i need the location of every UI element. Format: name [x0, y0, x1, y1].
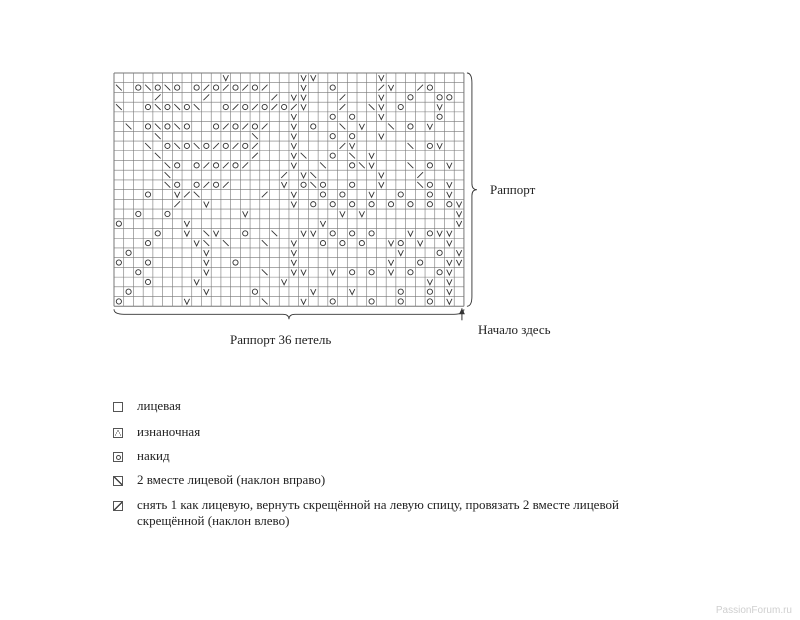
purl-symbol: [291, 134, 296, 140]
purl-symbol: [311, 75, 316, 81]
rapport-label-right: Раппорт: [490, 182, 536, 197]
ssk-symbol: [417, 182, 423, 188]
purl-symbol: [291, 260, 296, 266]
k2tog-symbol: [340, 104, 346, 110]
legend-k2tog: [113, 472, 325, 488]
purl-symbol: [437, 104, 442, 110]
purl-symbol: [301, 104, 306, 110]
purl-symbol: [281, 182, 286, 188]
yarn-over-symbol: [330, 202, 335, 207]
rapport-brace-bottom: [114, 309, 464, 319]
legend-ssk: [113, 497, 619, 529]
yarn-over-symbol: [155, 85, 160, 90]
purl-symbol: [291, 270, 296, 276]
ssk-symbol: [310, 182, 316, 188]
yarn-over-symbol: [398, 289, 403, 294]
purl-symbol: [281, 279, 286, 285]
purl-symbol: [213, 231, 218, 237]
legend-ssk-text-line2: скрещённой (наклон влево): [137, 513, 290, 528]
purl-symbol: [184, 299, 189, 305]
ssk-symbol: [369, 104, 375, 110]
yarn-over-symbol: [233, 85, 238, 90]
purl-symbol: [194, 279, 199, 285]
ssk-symbol: [194, 192, 200, 198]
ssk-symbol: [262, 240, 268, 246]
yarn-over-symbol: [213, 163, 218, 168]
purl-symbol: [398, 250, 403, 256]
yarn-over-symbol: [350, 270, 355, 275]
yarn-over-symbol: [252, 85, 257, 90]
ssk-symbol: [165, 182, 171, 188]
purl-symbol: [291, 163, 296, 169]
yarn-over-symbol: [408, 270, 413, 275]
k2tog-symbol: [262, 85, 268, 91]
yarn-over-symbol: [427, 143, 432, 148]
purl-symbol: [184, 221, 189, 227]
yarn-over-symbol: [194, 182, 199, 187]
chart-grid: [114, 73, 464, 306]
yarn-over-symbol: [145, 192, 150, 197]
yarn-over-symbol: [145, 241, 150, 246]
purl-symbol: [379, 104, 384, 110]
yarn-over-symbol: [165, 211, 170, 216]
yarn-over-symbol: [126, 289, 131, 294]
yarn-over-symbol: [330, 85, 335, 90]
purl-symbol: [456, 250, 461, 256]
purl-symbol: [447, 270, 452, 276]
ssk-symbol: [223, 240, 229, 246]
purl-symbol: [204, 250, 209, 256]
purl-symbol: [388, 270, 393, 276]
purl-symbol: [379, 134, 384, 140]
yarn-over-symbol: [350, 114, 355, 119]
yarn-over-symbol: [447, 202, 452, 207]
yarn-over-symbol: [213, 85, 218, 90]
k2tog-symbol: [242, 162, 248, 168]
yarn-over-symbol: [243, 104, 248, 109]
rapport-brace-right: [467, 73, 477, 306]
purl-symbol: [437, 143, 442, 149]
yarn-over-symbol: [427, 299, 432, 304]
purl-symbol: [447, 299, 452, 305]
yarn-over-symbol: [223, 143, 228, 148]
ssk-symbol-icon: [113, 501, 123, 511]
ssk-symbol: [340, 124, 346, 130]
ssk-symbol: [194, 143, 200, 149]
purl-symbol: [456, 260, 461, 266]
k2tog-symbol: [155, 94, 161, 100]
ssk-symbol: [165, 172, 171, 178]
purl-symbol: [301, 95, 306, 101]
yarn-over-symbol: [330, 153, 335, 158]
yarn-over-symbol: [320, 192, 325, 197]
purl-symbol: [379, 95, 384, 101]
purl-symbol: [447, 289, 452, 295]
yarn-over-symbol: [437, 114, 442, 119]
yarn-over-symbol: [369, 231, 374, 236]
k2tog-symbol: [203, 162, 209, 168]
yarn-over-symbol: [243, 143, 248, 148]
k2tog-symbol: [272, 94, 278, 100]
yarn-over-symbol: [350, 163, 355, 168]
yarn-over-symbol: [116, 221, 121, 226]
purl-symbol: [223, 75, 228, 81]
purl-symbol: [291, 114, 296, 120]
purl-symbol: [301, 231, 306, 237]
yarn-over-symbol: [194, 163, 199, 168]
ssk-symbol: [155, 153, 161, 159]
rapport-braces: [114, 73, 477, 320]
yarn-over-symbol: [427, 163, 432, 168]
purl-symbol: [291, 250, 296, 256]
yarn-over-symbol: [427, 289, 432, 294]
yarn-over-symbol: [408, 124, 413, 129]
ssk-symbol: [145, 85, 151, 91]
yarn-over-symbol: [418, 260, 423, 265]
purl-symbol: [291, 153, 296, 159]
ssk-symbol: [174, 124, 180, 130]
purl-symbol: [427, 279, 432, 285]
yarn-over-symbol: [350, 134, 355, 139]
yarn-over-symbol: [252, 289, 257, 294]
yarn-over-symbol: [427, 231, 432, 236]
purl-symbol: [456, 221, 461, 227]
purl-symbol: [388, 240, 393, 246]
k2tog-symbol: [223, 162, 229, 168]
yarn-over-symbol: [213, 124, 218, 129]
yarn-over-symbol: [165, 143, 170, 148]
purl-symbol: [204, 202, 209, 208]
ssk-symbol: [116, 85, 122, 91]
yarn-over-symbol: [427, 202, 432, 207]
purl-symbol: [427, 124, 432, 130]
purl-symbol: [301, 299, 306, 305]
yarn-over-symbol: [437, 250, 442, 255]
k2tog-symbol: [223, 182, 229, 188]
purl-symbol: [320, 221, 325, 227]
legend-yarn-over-text: накид: [137, 448, 170, 463]
purl-symbol: [291, 192, 296, 198]
legend-k2tog-text: 2 вместе лицевой (наклон вправо): [137, 472, 326, 487]
ssk-symbol: [272, 231, 278, 237]
yarn-over-symbol: [184, 143, 189, 148]
ssk-symbol: [349, 153, 355, 159]
yarn-over-symbol-icon: [113, 452, 123, 462]
purl-symbol: [349, 289, 354, 295]
purl-symbol: [369, 163, 374, 169]
yarn-over-symbol: [145, 104, 150, 109]
yarn-over-symbol: [330, 134, 335, 139]
ssk-symbol: [320, 162, 326, 168]
yarn-over-symbol: [398, 104, 403, 109]
k2tog-symbol: [203, 182, 209, 188]
yarn-over-symbol: [136, 85, 141, 90]
purl-symbol: [369, 153, 374, 159]
ssk-symbol: [155, 104, 161, 110]
ssk-symbol: [359, 162, 365, 168]
yarn-over-symbol: [398, 241, 403, 246]
yarn-over-symbol: [145, 279, 150, 284]
purl-symbol: [437, 231, 442, 237]
yarn-over-symbol: [369, 202, 374, 207]
legend-knit-text: лицевая: [137, 398, 181, 413]
knit-symbol-icon: [113, 402, 123, 412]
purl-symbol: [301, 75, 306, 81]
ssk-symbol: [165, 85, 171, 91]
yarn-over-symbol: [126, 250, 131, 255]
yarn-over-symbol: [408, 202, 413, 207]
yarn-over-symbol: [340, 241, 345, 246]
k2tog-symbol: [223, 124, 229, 130]
purl-symbol: [301, 85, 306, 91]
purl-symbol: [388, 260, 393, 266]
purl-symbol: [447, 279, 452, 285]
yarn-over-symbol: [369, 270, 374, 275]
k2tog-symbol: [174, 201, 180, 207]
legend-purl-text: изнаночная: [137, 424, 201, 439]
purl-symbol: [291, 202, 296, 208]
k2tog-symbol: [417, 85, 423, 91]
purl-symbol: [291, 95, 296, 101]
ssk-symbol: [165, 162, 171, 168]
purl-symbol: [408, 231, 413, 237]
k2tog-symbol-icon: [113, 476, 123, 486]
yarn-over-symbol: [184, 104, 189, 109]
k2tog-symbol: [252, 104, 258, 110]
purl-symbol: [359, 211, 364, 217]
purl-symbol: [456, 202, 461, 208]
k2tog-symbol: [340, 143, 346, 149]
purl-symbol-icon: [113, 428, 123, 438]
k2tog-symbol: [291, 104, 297, 110]
yarn-over-symbol: [145, 124, 150, 129]
yarn-over-symbol: [311, 202, 316, 207]
yarn-over-symbol: [301, 182, 306, 187]
purl-symbol: [204, 289, 209, 295]
yarn-over-symbol: [320, 182, 325, 187]
purl-symbol: [447, 182, 452, 188]
yarn-over-symbol: [359, 241, 364, 246]
yarn-over-symbol: [330, 231, 335, 236]
k2tog-symbol: [340, 94, 346, 100]
yarn-over-symbol: [398, 299, 403, 304]
ssk-symbol: [145, 143, 151, 149]
start-here-label: Начало здесь: [478, 322, 551, 337]
k2tog-symbol: [233, 104, 239, 110]
ssk-symbol: [408, 143, 414, 149]
purl-symbol: [175, 192, 180, 198]
yarn-over-symbol: [398, 192, 403, 197]
ssk-symbol: [262, 269, 268, 275]
purl-symbol: [359, 124, 364, 130]
purl-symbol: [456, 211, 461, 217]
yarn-over-symbol: [175, 163, 180, 168]
ssk-symbol: [203, 240, 209, 246]
k2tog-symbol: [272, 104, 278, 110]
purl-symbol: [311, 231, 316, 237]
yarn-over-symbol: [223, 104, 228, 109]
k2tog-symbol: [233, 143, 239, 149]
watermark: PassionForum.ru: [715, 605, 792, 616]
purl-symbol: [291, 143, 296, 149]
ssk-symbol: [388, 124, 394, 130]
yarn-over-symbol: [165, 104, 170, 109]
purl-symbol: [291, 240, 296, 246]
ssk-symbol: [408, 162, 414, 168]
yarn-over-symbol: [165, 124, 170, 129]
legend-ssk-text: [137, 497, 619, 529]
k2tog-symbol: [242, 85, 248, 91]
yarn-over-symbol: [252, 124, 257, 129]
purl-symbol: [311, 289, 316, 295]
yarn-over-symbol: [447, 95, 452, 100]
yarn-over-symbol: [408, 95, 413, 100]
yarn-over-symbol: [427, 85, 432, 90]
ssk-symbol: [203, 231, 209, 237]
yarn-over-symbol: [369, 299, 374, 304]
yarn-over-symbol: [437, 270, 442, 275]
rapport-label-bottom: Раппорт 36 петель: [230, 332, 332, 347]
purl-symbol: [291, 124, 296, 130]
yarn-over-symbol: [233, 124, 238, 129]
purl-symbol: [204, 260, 209, 266]
k2tog-symbol: [252, 143, 258, 149]
legend-purl: [113, 424, 200, 440]
yarn-over-symbol: [136, 270, 141, 275]
yarn-over-symbol: [437, 95, 442, 100]
purl-symbol: [379, 182, 384, 188]
k2tog-symbol: [203, 94, 209, 100]
yarn-over-symbol: [233, 163, 238, 168]
purl-symbol: [184, 231, 189, 237]
k2tog-symbol: [242, 124, 248, 130]
yarn-over-symbol: [320, 241, 325, 246]
yarn-over-symbol: [427, 182, 432, 187]
purl-symbol: [447, 260, 452, 266]
yarn-over-symbol: [145, 260, 150, 265]
purl-symbol: [447, 231, 452, 237]
yarn-over-symbol: [213, 182, 218, 187]
purl-symbol: [379, 172, 384, 178]
yarn-over-symbol: [330, 299, 335, 304]
purl-symbol: [194, 240, 199, 246]
purl-symbol: [330, 270, 335, 276]
purl-symbol: [418, 240, 423, 246]
ssk-symbol: [301, 153, 307, 159]
yarn-over-symbol: [175, 85, 180, 90]
k2tog-symbol: [281, 172, 287, 178]
yarn-over-symbol: [233, 260, 238, 265]
yarn-over-symbol: [204, 143, 209, 148]
k2tog-symbol: [184, 192, 190, 198]
k2tog-symbol: [262, 124, 268, 130]
k2tog-symbol: [262, 192, 268, 198]
purl-symbol: [447, 240, 452, 246]
yarn-over-symbol: [262, 104, 267, 109]
purl-symbol: [447, 192, 452, 198]
purl-symbol: [301, 270, 306, 276]
legend-yarn-over: [113, 448, 170, 464]
ssk-symbol: [174, 143, 180, 149]
purl-symbol: [204, 270, 209, 276]
yarn-over-symbol: [136, 211, 141, 216]
purl-symbol: [447, 163, 452, 169]
yarn-over-symbol: [116, 260, 121, 265]
yarn-over-symbol: [350, 231, 355, 236]
yarn-over-symbol: [155, 231, 160, 236]
yarn-over-symbol: [350, 202, 355, 207]
k2tog-symbol: [213, 143, 219, 149]
yarn-over-symbol: [350, 182, 355, 187]
legend-ssk-text-line1: снять 1 как лицевую, вернуть скрещённой на левую спицу, провязать 2 вместе лицевой: [137, 497, 619, 512]
start-arrow-head: [459, 308, 465, 314]
purl-symbol: [388, 85, 393, 91]
k2tog-symbol: [223, 85, 229, 91]
purl-symbol: [243, 211, 248, 217]
ssk-symbol: [126, 124, 132, 130]
ssk-symbol: [155, 124, 161, 130]
yarn-over-symbol: [311, 124, 316, 129]
k2tog-symbol: [378, 85, 384, 91]
purl-symbol: [301, 172, 306, 178]
yarn-over-symbol: [427, 192, 432, 197]
yarn-over-symbol: [175, 182, 180, 187]
purl-symbol: [349, 143, 354, 149]
purl-symbol: [340, 211, 345, 217]
yarn-over-symbol: [330, 114, 335, 119]
k2tog-symbol: [203, 85, 209, 91]
purl-symbol: [369, 192, 374, 198]
legend-knit: [113, 398, 181, 414]
yarn-over-symbol: [388, 202, 393, 207]
yarn-over-symbol: [116, 299, 121, 304]
yarn-over-symbol: [184, 124, 189, 129]
ssk-symbol: [262, 299, 268, 305]
ssk-symbol: [174, 104, 180, 110]
ssk-symbol: [155, 133, 161, 139]
k2tog-symbol: [417, 172, 423, 178]
ssk-symbol: [310, 172, 316, 178]
purl-symbol: [379, 114, 384, 120]
yarn-over-symbol: [194, 85, 199, 90]
ssk-symbol: [116, 104, 122, 110]
k2tog-symbol: [252, 153, 258, 159]
yarn-over-symbol: [340, 192, 345, 197]
ssk-symbol: [252, 133, 258, 139]
yarn-over-symbol: [282, 104, 287, 109]
ssk-symbol: [194, 104, 200, 110]
yarn-over-symbol: [243, 231, 248, 236]
purl-symbol: [379, 75, 384, 81]
